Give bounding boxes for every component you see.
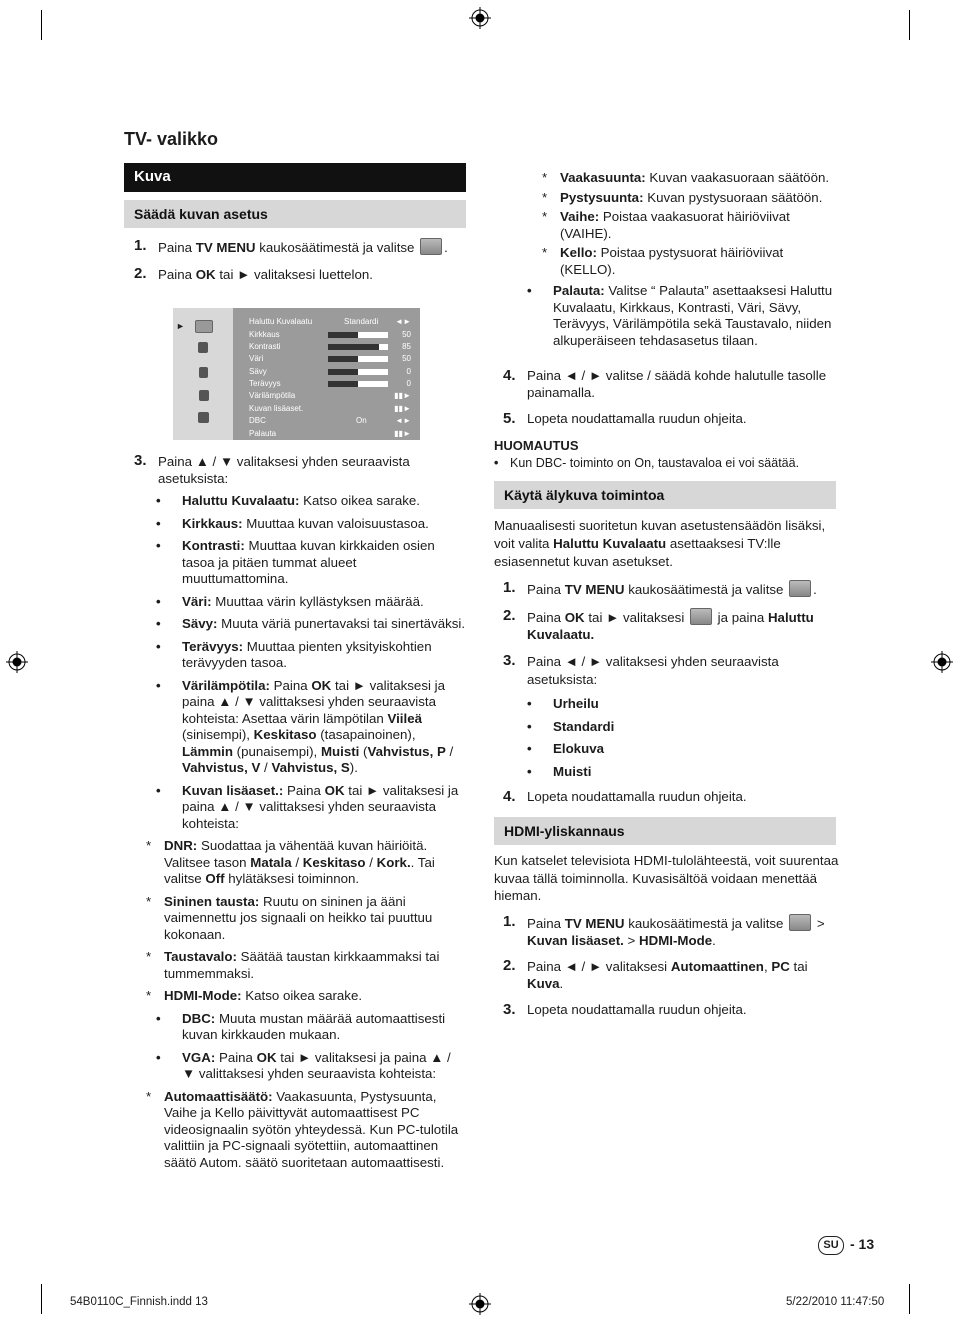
step-text: Lopeta noudattamalla ruudun ohjeita.: [527, 1002, 747, 1017]
hdmi-step-2: [503, 958, 843, 992]
tv-menu-screenshot: [173, 308, 420, 440]
list-item: [156, 538, 466, 588]
menu-sidebar: [173, 308, 233, 440]
item-bold: Keskitaso: [302, 854, 366, 870]
item-bold: Väri:: [182, 593, 212, 609]
item-bold: Vahvistus, S: [271, 760, 350, 775]
item-text: (tasapainoinen),: [316, 727, 416, 742]
menu-label: Kirkkaus: [249, 330, 280, 339]
bullet-icon: •: [156, 538, 161, 553]
item-bold: Matala: [250, 854, 292, 870]
item-text: /: [365, 854, 377, 870]
menu-row: [249, 316, 419, 328]
mode-label: Urheilu: [553, 696, 599, 711]
clock-icon: [199, 367, 208, 378]
menu-value: Standardi: [344, 317, 379, 326]
menu-label: DBC: [249, 416, 266, 425]
right-steps: [503, 368, 843, 428]
item-bold: Haluttu Kuvalaatu:: [182, 493, 300, 508]
step-bold: PC: [771, 959, 790, 974]
menu-value: ▮▮►: [394, 391, 411, 400]
smart-step-3: [503, 653, 843, 689]
item-text: Muuttaa kuvan valoisuustasoa.: [242, 515, 429, 531]
item-text: (sinisempi),: [182, 727, 254, 742]
step-4: [503, 368, 843, 401]
menu-value: ▮▮►: [394, 429, 411, 438]
item-text: Kuvan vaakasuoraan säätöön.: [645, 170, 830, 185]
list-item: [156, 1011, 466, 1044]
left-column-lower: [134, 453, 466, 1171]
picture-menu-icon: [789, 580, 811, 597]
list-item: [156, 493, 466, 510]
bullet-icon: •: [527, 696, 532, 711]
item-bold: Lämmin: [182, 743, 233, 759]
step-number: 3.: [134, 452, 147, 469]
item-bold: Kello:: [560, 245, 597, 260]
menu-value: 50: [402, 354, 411, 363]
menu-value: 85: [402, 342, 411, 351]
hdmi-step-1: [503, 914, 843, 949]
asterisk-icon: *: [542, 170, 548, 185]
menu-row: [249, 428, 419, 440]
item-text: Kuvan pystysuoraan säätöön.: [643, 189, 823, 205]
item-bold: Kork.: [376, 854, 411, 870]
item-text: Muuttaa värin kyllästyksen määrää.: [211, 593, 424, 609]
step-text: >: [623, 933, 639, 948]
step-number: 2.: [134, 265, 147, 282]
menu-row: [249, 403, 419, 415]
item-text: Paina: [269, 677, 312, 693]
asterisk-icon: *: [542, 245, 548, 260]
smart-header: Käytä älykuva toimintoa: [494, 481, 836, 509]
mode-label: Standardi: [553, 718, 615, 734]
registration-mark-icon: [469, 1293, 491, 1315]
item-bold: DNR:: [164, 838, 198, 853]
intro-bold: Haluttu Kuvalaatu: [553, 536, 667, 551]
hdmi-steps: [503, 914, 843, 1019]
step-text: Paina ◄ / ► valitaksesi yhden seuraavista asetuksista:: [527, 654, 779, 687]
setup-icon: [198, 412, 209, 423]
intro-text: Manuaalisesti suoritetun kuvan asetustensäädön lisäksi, voit valita: [494, 518, 826, 551]
section-header: Kuva: [124, 163, 466, 192]
item-text: Katso oikea sarake.: [241, 988, 363, 1003]
note-title: HUOMAUTUS: [494, 438, 579, 453]
step-bold: HDMI-Mode: [638, 933, 713, 948]
step-text: tai: [789, 959, 808, 974]
page-number: - 13: [850, 1236, 875, 1252]
step-number: 3.: [503, 652, 516, 669]
menu-value: 50: [402, 330, 411, 339]
step-number: 2.: [503, 607, 516, 624]
right-column: [527, 170, 842, 349]
list-item: [156, 1050, 466, 1083]
item-text: Poistaa vaakasuorat häiriöviivat (VAIHE).: [560, 209, 790, 241]
item-text: /: [260, 760, 272, 775]
list-item: [156, 516, 466, 533]
bullet-icon: •: [156, 782, 161, 798]
sub-item: [542, 170, 842, 187]
item-text: tai ► valitaksesi ja paina ▲ / ▼ valittaksesi yhden seuraavista kohteista:: [182, 1049, 451, 1081]
step-number: 3.: [503, 1001, 516, 1018]
item-bold: Värilämpötila:: [182, 677, 270, 693]
footer-date: 5/22/2010 11:47:50: [786, 1296, 885, 1308]
item-text: Ruutu on sininen ja ääni vaimennettu jos signaali on heikko tai puuttuu kokonaan.: [164, 893, 433, 942]
step-bold: OK: [564, 610, 585, 625]
item-text: Paina: [283, 782, 325, 798]
step-number: 4.: [503, 367, 516, 384]
item-text: tai ► valitaksesi ja paina ▲ / ▼ valittaksesi yhden seuraavista kohteista: Asettaa värin lämpötilan: [182, 677, 445, 726]
asterisk-icon: *: [146, 893, 152, 909]
asterisk-icon: *: [542, 189, 548, 205]
item-bold: OK: [256, 1049, 277, 1065]
item-bold: Palauta:: [553, 283, 605, 298]
step-bold: Kuvan lisäaset.: [527, 933, 624, 948]
item-bold: Sävy:: [182, 616, 218, 631]
step-number: 2.: [503, 957, 516, 974]
item-bold: Pystysuunta:: [560, 189, 644, 205]
page-title: TV- valikko: [124, 129, 219, 149]
mode-item: [527, 738, 843, 761]
menu-label: Väri: [249, 354, 264, 363]
item-text: Säätää taustan kirkkaammaksi tai tummemmaksi.: [164, 949, 440, 981]
item-bold: Terävyys:: [182, 638, 244, 654]
item-bold: Kontrasti:: [182, 538, 245, 553]
step-bold: TV MENU: [564, 582, 625, 597]
asterisk-icon: *: [146, 988, 152, 1003]
item-bold: Vaihe:: [560, 209, 600, 224]
left-column: [124, 163, 466, 284]
mode-item: [527, 693, 843, 716]
menu-row: [249, 415, 419, 427]
level-bar: [328, 381, 388, 387]
crop-mark: [909, 10, 910, 40]
step-text: Paina ◄ / ► valitaksesi: [527, 959, 671, 974]
list-item: [156, 616, 466, 633]
mode-label: Muisti: [553, 763, 592, 779]
step-number: 1.: [134, 237, 147, 254]
menu-label: Kontrasti: [249, 342, 281, 351]
item-text: (: [359, 743, 368, 759]
item-text: (punaisempi),: [232, 743, 321, 759]
note-block: [494, 438, 839, 471]
mode-label: Elokuva: [553, 741, 604, 756]
crop-mark: [41, 10, 42, 40]
item-bold: Viileä: [387, 710, 422, 726]
item-text: Valitse “ Palauta” asettaaksesi Haluttu Kuvalaatu, Kirkkaus, Kontrasti, Väri, Sävy, Terävyys, Värilämpötila sekä Taustavalo, niiden alkuperäiseen tehdasasetus tilaan.: [553, 283, 833, 348]
item-text: Muuta väriä punertavaksi tai sinertäväksi.: [217, 616, 466, 631]
menu-value: ◄►: [395, 416, 411, 425]
note-text: Kun DBC- toiminto on On, taustavaloa ei voi säätää.: [510, 455, 800, 470]
step-text: kaukosäätimestä ja valitse: [624, 582, 788, 597]
picture-menu-icon: [789, 914, 811, 931]
level-bar: [328, 356, 388, 362]
picture-icon: [690, 608, 712, 625]
item-text: ).: [349, 760, 358, 775]
step-text: Paina ▲ / ▼ valitaksesi yhden seuraavista asetuksista:: [158, 454, 410, 486]
item-text: hylätäksesi toiminnon.: [224, 871, 360, 886]
item-bold: Automaattisäätö:: [164, 1088, 273, 1104]
menu-value: ▮▮►: [394, 404, 411, 413]
step-bold: Haluttu Kuvalaatu.: [527, 610, 814, 642]
subsection-header: Säädä kuvan asetus: [124, 200, 466, 229]
asterisk-icon: *: [146, 838, 152, 853]
item-bold: Kirkkaus:: [182, 515, 243, 531]
lock-icon: [199, 390, 209, 401]
bullet-icon: •: [156, 1010, 161, 1026]
list-item: [156, 678, 466, 777]
menu-label: Sävy: [249, 367, 267, 376]
item-bold: Off: [205, 871, 225, 886]
mode-item: [527, 716, 843, 739]
bullet-icon: •: [494, 455, 499, 470]
bullet-icon: •: [527, 763, 532, 779]
level-fill: [328, 332, 358, 338]
item-text: Vaakasuunta, Pystysuunta, Vaihe ja Kello päivittyvät automaattisest PC videosignaalin syötön yhteydessä. Kun PC-tulotila valittiin ja PC-signaali syötettiin, automaattinen säätö Autom. säätö suoritetaan automaattisesti.: [164, 1088, 459, 1170]
item-bold: VGA:: [182, 1049, 216, 1065]
bullet-icon: •: [156, 1049, 161, 1065]
bullet-icon: •: [156, 515, 161, 531]
menu-value: 0: [406, 367, 411, 376]
item-text: Suodattaa ja vähentää kuvan häiriöitä. Valitsee tason: [164, 838, 428, 870]
footer-file: 54B0110C_Finnish.indd 13: [70, 1296, 208, 1308]
mode-item: [527, 761, 843, 784]
item-text: . Tai valitse: [164, 854, 435, 886]
menu-row: [249, 390, 419, 402]
step-text: .: [444, 240, 448, 255]
menu-label: Haluttu Kuvalaatu: [249, 317, 313, 326]
step-5: [503, 411, 843, 428]
bullet-icon: •: [156, 638, 161, 654]
menu-label: Kuvan lisäaset.: [249, 404, 304, 413]
step-2: [124, 266, 466, 284]
step-bold: TV MENU: [564, 916, 625, 931]
step-text: Paina ◄ / ► valitse / säädä kohde halutulle tasolle painamalla.: [527, 368, 827, 400]
sub-item: [146, 894, 466, 944]
sub-item: [146, 949, 466, 982]
smart-step-1: [503, 580, 843, 599]
sub-item: [542, 209, 842, 242]
registration-mark-icon: [469, 7, 491, 29]
sub-item: [146, 1089, 466, 1172]
sub-item: [542, 190, 842, 207]
step-text: Lopeta noudattamalla ruudun ohjeita.: [527, 411, 747, 426]
level-bar: [328, 369, 388, 375]
note-item: [494, 455, 839, 472]
menu-label: Palauta: [249, 429, 277, 438]
step-text: Paina: [158, 267, 196, 282]
level-fill: [328, 381, 358, 387]
step-text: .: [559, 976, 564, 991]
smart-step-4: [503, 789, 843, 806]
item-bold: DBC:: [182, 1010, 216, 1026]
item-bold: Vaakasuunta:: [560, 170, 646, 185]
menu-label: Värilämpötila: [249, 391, 296, 400]
item-bold: HDMI-Mode:: [164, 988, 242, 1003]
picture-icon: [195, 320, 213, 333]
crop-mark: [909, 1284, 910, 1314]
step-text: ja paina: [713, 610, 768, 625]
step-bold: TV MENU: [195, 240, 256, 255]
item-text: Poistaa pystysuorat häiriöviivat (KELLO).: [560, 245, 784, 277]
item-bold: Keskitaso: [253, 727, 317, 742]
picture-menu-icon: [420, 238, 442, 255]
item-text: /: [445, 743, 454, 759]
step-text: Paina: [527, 582, 565, 597]
item-text: Muuttaa kuvan kirkkaiden osien tasoa ja pitäen tummat alueet muuttumattomina.: [182, 538, 435, 586]
step-text: kaukosäätimestä ja valitse: [255, 240, 419, 255]
item-text: tai ► valitaksesi ja paina ▲ / ▼ valittaksesi yhden seuraavista kohteista:: [182, 782, 459, 831]
list-item: [156, 594, 466, 611]
item-text: Muuttaa pienten yksityiskohtien terävyyden tasoa.: [182, 638, 432, 670]
item-bold: OK: [324, 782, 345, 798]
level-bar: [328, 344, 388, 350]
registration-mark-icon: [6, 651, 28, 673]
smart-step-2: [503, 608, 843, 643]
list-item: [527, 283, 842, 349]
bullet-icon: •: [156, 677, 161, 693]
asterisk-icon: *: [146, 949, 152, 964]
item-bold: Vahvistus, V: [182, 760, 261, 775]
registration-mark-icon: [931, 651, 953, 673]
step-bold: OK: [195, 267, 216, 282]
item-text: Paina: [215, 1049, 257, 1065]
level-bar: [328, 332, 388, 338]
step-number: 1.: [503, 579, 516, 596]
smart-steps: [503, 580, 843, 806]
sub-item: [542, 245, 842, 278]
step-bold: Automaattinen: [670, 959, 764, 974]
intro-text: asettaaksesi TV:lle esiasennetut kuvan asetukset.: [494, 536, 781, 569]
item-text: Katso oikea sarake.: [299, 493, 420, 508]
menu-value: On: [356, 416, 367, 425]
item-bold: Muisti: [320, 743, 360, 759]
sub-item: [146, 838, 466, 888]
bullet-icon: •: [156, 493, 161, 508]
item-text: /: [291, 854, 303, 870]
asterisk-icon: *: [146, 1088, 152, 1104]
item-bold: Sininen tausta:: [164, 893, 260, 909]
smart-intro: [494, 517, 839, 571]
bullet-icon: •: [527, 741, 532, 756]
item-bold: Taustavalo:: [164, 949, 237, 964]
step-bold: Kuva: [527, 976, 560, 991]
step-text: >: [813, 916, 825, 931]
sub-item: [146, 988, 466, 1005]
level-fill: [328, 369, 358, 375]
hdmi-header: HDMI-yliskannaus: [494, 817, 836, 845]
level-fill: [328, 356, 358, 362]
menu-pointer-icon: ►: [176, 321, 185, 331]
step-text: tai ► valitaksesi: [584, 610, 688, 625]
menu-label: Terävyys: [249, 379, 281, 388]
step-text: Lopeta noudattamalla ruudun ohjeita.: [527, 789, 747, 804]
step-number: 1.: [503, 913, 516, 930]
step-text: kaukosäätimestä ja valitse: [624, 916, 788, 931]
step-text: tai ► valitaksesi luettelon.: [215, 267, 373, 282]
item-bold: Vahvistus, P: [367, 743, 446, 759]
bullet-icon: •: [527, 283, 532, 298]
step-text: Paina: [158, 240, 196, 255]
step-text: Paina: [527, 610, 565, 625]
sound-icon: [198, 342, 208, 353]
step-number: 4.: [503, 788, 516, 805]
item-text: Muuta mustan määrää automaattisesti kuvan kirkkauden mukaan.: [182, 1010, 446, 1042]
menu-value: ◄►: [395, 317, 411, 326]
bullet-icon: •: [156, 593, 161, 609]
step-text: Paina: [527, 916, 565, 931]
step-text: .: [813, 582, 817, 597]
level-fill: [328, 344, 379, 350]
hdmi-step-3: [503, 1002, 843, 1019]
crop-mark: [41, 1284, 42, 1314]
list-item: [156, 639, 466, 672]
hdmi-intro: Kun katselet televisiota HDMI-tulolähteestä, voit suurentaa kuvaa tällä toiminnolla. Kuvasisältöä voidaan menettää hieman.: [494, 853, 839, 903]
item-bold: OK: [311, 677, 332, 693]
list-item: [156, 783, 466, 833]
menu-value: 0: [406, 379, 411, 388]
bullet-icon: •: [156, 616, 161, 631]
step-text: .: [712, 933, 716, 948]
step-number: 5.: [503, 410, 516, 427]
bullet-icon: •: [527, 718, 532, 734]
step-3: [134, 453, 466, 487]
step-1: [124, 238, 466, 257]
language-badge: SU: [818, 1236, 844, 1255]
asterisk-icon: *: [542, 209, 548, 224]
item-bold: Kuvan lisäaset.:: [182, 782, 284, 798]
step-text: ,: [763, 959, 772, 974]
